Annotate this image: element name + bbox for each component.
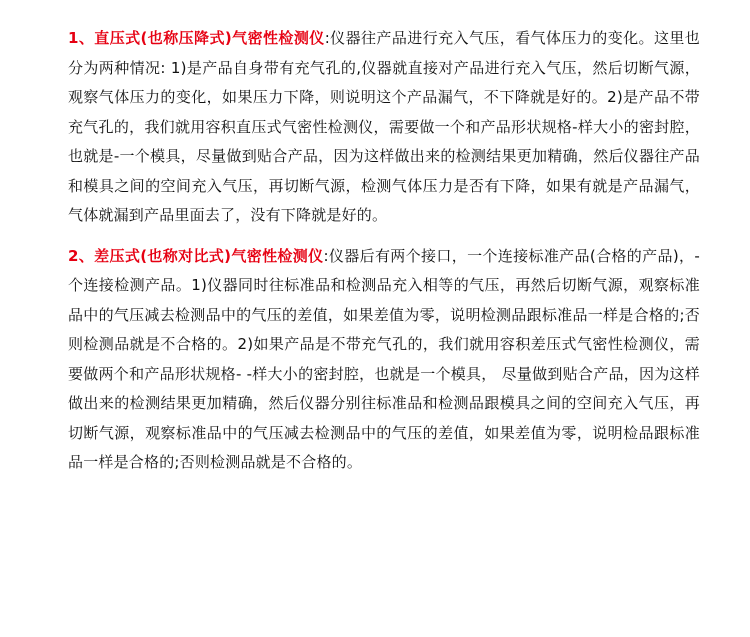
section-differential-pressure — [68, 242, 700, 478]
document-body — [68, 24, 700, 478]
heading-separator: : — [323, 246, 329, 265]
section-body-text: 仪器往产品进行充入气压，看气体压力的变化。这里也分为两种情况: 1)是产品自身带有充气孔的,仪器就直接对产品进行充入气压，然后切断气源，观察气体压力的变化，如果压力下降，则说明这个产品漏气，不下降就是好的。2)是产品不带充气孔的，我们就用容积直压式气密性检测仪，需要做一个和产品形状规格-样大小的密封腔，也就是-一个模具，尽量做到贴合产品，因为这样做出来的检测结果更加精确，然后仪器往产品和模具之间的空间充入气压，再切断气源，检测气体压力是否有下降，如果有就是产品漏气，气体就漏到产品里面去了，没有下降就是好的。 — [68, 29, 700, 224]
section-direct-pressure — [68, 24, 700, 231]
heading-separator: : — [324, 29, 330, 47]
section-body-text: 仪器后有两个接口，一个连接标准产品(合格的产品)，- 个连接检测产品。1)仪器同时往标准品和检测品充入相等的气压，再然后切断气源，观察标准品中的气压减去检测品中的气压的差值，如果差值为零，说明检测品跟标准品一样是合格的;否则检测品就是不合格的。2)如果产品是不带充气孔的，我们就用容积差压式气密性检测仪，需要做两个和产品形状规格- -样大小的密封腔，也就是一个模具， 尽量做到贴合产品，因为这样做出来的检测结果更加精确，然后仪器分别往标准品和检测品跟模具之间的空间充入气压，再切断气源，观察标准品中的气压减去检测品中的气压的差值，如果差值为零，说明检品跟标准品一样是合格的;否则检测品就是不合格的。 — [68, 246, 701, 471]
section-heading: 2、差压式(也称对比式)气密性检测仪 — [68, 246, 324, 265]
section-heading: 1、直压式(也称压降式)气密性检测仪 — [68, 29, 325, 47]
